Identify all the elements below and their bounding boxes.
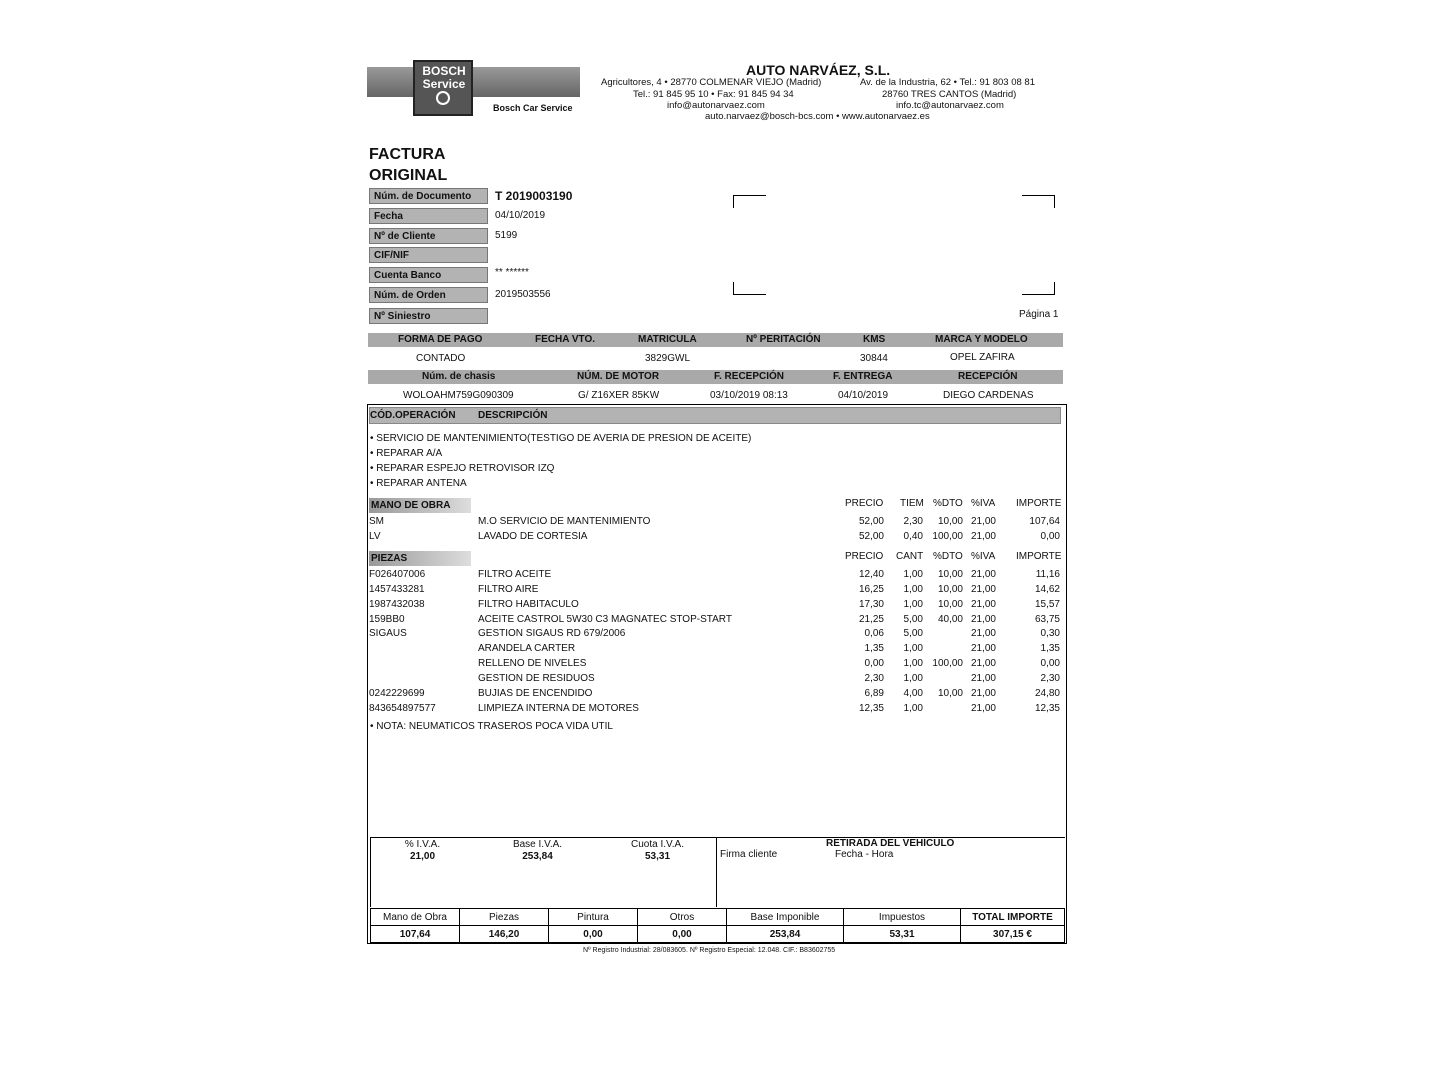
labor-col-tiem: TIEM: [900, 498, 924, 509]
parts-row-iva: 21,00: [970, 702, 996, 714]
invoice-title-1: FACTURA: [369, 146, 446, 163]
total-col-piezas: Piezas: [460, 909, 549, 926]
parts-row-desc: FILTRO ACEITE: [478, 569, 552, 580]
labor-row-dto: 10,00: [937, 516, 963, 527]
parts-row-imp: 2,30: [1040, 672, 1060, 684]
parts-row-iva: 21,00: [970, 569, 996, 580]
parts-row-iva: 21,00: [970, 598, 996, 610]
col-chasis: Núm. de chasis: [422, 371, 496, 382]
labor-row-precio: 52,00: [858, 530, 884, 542]
labor-row-desc: M.O SERVICIO DE MANTENIMIENTO: [478, 516, 651, 527]
parts-section-label: PIEZAS: [369, 551, 471, 566]
note-text: • NOTA: NEUMATICOS TRASEROS POCA VIDA UTIL: [370, 721, 613, 732]
order-number-value: 2019503556: [495, 289, 551, 300]
total-pintura-value: 0,00: [549, 926, 638, 943]
claim-number-label: Nº Siniestro: [369, 308, 488, 324]
labor-row-imp: 107,64: [1029, 516, 1060, 527]
parts-row-code: 1457433281: [369, 583, 425, 595]
parts-row-precio: 2,30: [864, 672, 884, 684]
doc-number-label: Núm. de Documento: [369, 188, 488, 204]
parts-row-desc: ARANDELA CARTER: [478, 643, 576, 655]
address-window-corner: [733, 282, 766, 295]
iva-cuota-label: Cuota I.V.A.: [631, 839, 684, 850]
parts-row-desc: GESTION SIGAUS RD 679/2006: [478, 628, 626, 640]
recepcion-fecha-value: 03/10/2019 08:13: [710, 390, 788, 401]
parts-row-iva: 21,00: [970, 687, 996, 699]
invoice-title-2: ORIGINAL: [369, 167, 448, 184]
cif-label: CIF/NIF: [369, 247, 488, 263]
total-col-total: TOTAL IMPORTE: [961, 909, 1065, 926]
parts-row-q: 5,00: [903, 613, 923, 625]
page-number: Página 1: [1019, 309, 1059, 320]
parts-row-iva: 21,00: [970, 643, 996, 655]
parts-row-q: 1,00: [903, 598, 923, 610]
iva-base-label: Base I.V.A.: [512, 839, 563, 850]
col-entrega: F. ENTREGA: [833, 371, 893, 382]
labor-row-iva: 21,00: [970, 530, 996, 542]
parts-row-desc: FILTRO HABITACULO: [478, 598, 579, 610]
bank-account-label: Cuenta Banco: [369, 267, 488, 283]
company-right-email: info.tc@autonarvaez.com: [896, 100, 1004, 111]
parts-row-q: 5,00: [903, 628, 923, 640]
total-col-impuestos: Impuestos: [844, 909, 961, 926]
parts-row-code: F026407006: [369, 569, 426, 580]
parts-row-dto: 10,00: [937, 687, 963, 699]
parts-row-iva: 21,00: [970, 672, 996, 684]
parts-row-q: 1,00: [903, 643, 923, 655]
date-label: Fecha: [369, 208, 488, 224]
col-kms: KMS: [863, 334, 886, 345]
parts-row-code: 0242229699: [369, 687, 425, 699]
labor-row-q: 2,30: [903, 516, 923, 527]
labor-col-importe: IMPORTE: [1016, 498, 1062, 509]
parts-col-iva: %IVA: [971, 551, 996, 562]
parts-row-imp: 14,62: [1034, 583, 1060, 595]
total-impuestos-value: 53,31: [844, 926, 961, 943]
parts-col-importe: IMPORTE: [1016, 551, 1062, 562]
col-marca-modelo: MARCA Y MODELO: [935, 334, 1028, 345]
parts-row-desc: RELLENO DE NIVELES: [478, 658, 587, 670]
operation-item: • REPARAR A/A: [370, 448, 443, 459]
parts-row-dto: 10,00: [937, 569, 963, 580]
parts-row-code: 1987432038: [369, 598, 425, 610]
col-fecha-vto: FECHA VTO.: [535, 334, 596, 345]
parts-row-desc: FILTRO AIRE: [478, 583, 539, 595]
labor-col-iva: %IVA: [971, 498, 996, 509]
summary-left-border: [370, 837, 371, 907]
total-importe-value: 307,15 €: [961, 926, 1065, 943]
col-motor: NÚM. DE MOTOR: [577, 371, 660, 382]
address-window-corner: [733, 195, 766, 208]
parts-row-imp: 24,80: [1034, 687, 1060, 699]
entrega-value: 04/10/2019: [838, 390, 889, 401]
parts-row-code: SIGAUS: [369, 628, 407, 640]
parts-row-desc: ACEITE CASTROL 5W30 C3 MAGNATEC STOP-START: [478, 613, 732, 625]
company-left-email: info@autonarvaez.com: [667, 100, 765, 111]
bosch-logo: [367, 60, 580, 116]
chasis-value: WOLOAHM759G090309: [403, 390, 514, 401]
total-otros-value: 0,00: [638, 926, 727, 943]
parts-row-code: 159BB0: [369, 613, 405, 625]
parts-row-desc: LIMPIEZA INTERNA DE MOTORES: [478, 702, 639, 714]
labor-row-code: SM: [369, 516, 384, 527]
parts-row-imp: 12,35: [1034, 702, 1060, 714]
total-col-mano-obra: Mano de Obra: [371, 909, 460, 926]
parts-row-dto: 100,00: [932, 658, 963, 670]
parts-row-precio: 0,06: [864, 628, 884, 640]
parts-row-q: 1,00: [903, 672, 923, 684]
parts-row-precio: 17,30: [858, 598, 884, 610]
col-recepcion-fecha: F. RECEPCIÓN: [714, 371, 785, 382]
operations-header-bar: [369, 407, 1061, 424]
parts-row-q: 1,00: [903, 658, 923, 670]
total-col-pintura: Pintura: [549, 909, 638, 926]
parts-row-iva: 21,00: [970, 628, 996, 640]
parts-col-cant: CANT: [896, 551, 924, 562]
summary-divider: [716, 837, 717, 907]
parts-row-imp: 0,00: [1040, 658, 1060, 670]
parts-row-precio: 6,89: [864, 687, 884, 699]
parts-row-iva: 21,00: [970, 658, 996, 670]
recepcion-value: DIEGO CARDENAS: [943, 390, 1034, 401]
labor-row-iva: 21,00: [970, 516, 996, 527]
parts-row-iva: 21,00: [970, 613, 996, 625]
address-window-corner: [1022, 282, 1055, 295]
parts-row-dto: 10,00: [937, 583, 963, 595]
parts-row-imp: 1,35: [1040, 643, 1060, 655]
logo-text-bosch: BOSCH: [422, 64, 466, 78]
col-descripcion: DESCRIPCIÓN: [478, 410, 548, 421]
bosch-armature-icon: [436, 91, 450, 105]
labor-col-dto: %DTO: [933, 498, 963, 509]
total-base-value: 253,84: [727, 926, 844, 943]
parts-row-q: 1,00: [903, 702, 923, 714]
bank-account-value: ** ******: [495, 267, 529, 278]
client-number-label: Nº de Cliente: [369, 228, 488, 244]
logo-text-service: Service: [422, 77, 466, 91]
operation-item: • REPARAR ESPEJO RETROVISOR IZQ: [370, 463, 555, 474]
parts-row-precio: 12,35: [858, 702, 884, 714]
parts-row-q: 1,00: [903, 569, 923, 580]
parts-row-q: 1,00: [903, 583, 923, 595]
kms-value: 30844: [860, 353, 888, 364]
labor-section-label: MANO DE OBRA: [369, 498, 471, 513]
parts-col-dto: %DTO: [933, 551, 963, 562]
company-name: AUTO NARVÁEZ, S.L.: [746, 62, 891, 78]
company-left-address: Agricultores, 4 • 28770 COLMENAR VIEJO (Madrid): [601, 77, 822, 88]
labor-col-precio: PRECIO: [845, 498, 884, 509]
parts-row-desc: GESTION DE RESIDUOS: [478, 672, 595, 684]
parts-row-precio: 0,00: [864, 658, 884, 670]
total-mano-obra-value: 107,64: [371, 926, 460, 943]
totals-table: [370, 908, 1065, 943]
marca-modelo-value: OPEL ZAFIRA: [950, 352, 1015, 363]
parts-row-precio: 16,25: [858, 583, 884, 595]
parts-row-precio: 12,40: [858, 569, 884, 580]
col-peritacion: Nº PERITACIÓN: [746, 334, 821, 345]
matricula-value: 3829GWL: [645, 353, 691, 364]
parts-row-precio: 21,25: [858, 613, 884, 625]
firma-cliente-label: Firma cliente: [720, 849, 778, 860]
operation-item: • SERVICIO DE MANTENIMIENTO(TESTIGO DE AVERIA DE PRESION DE ACEITE): [370, 433, 752, 444]
labor-row-precio: 52,00: [858, 516, 884, 527]
labor-row-desc: LAVADO DE CORTESIA: [478, 530, 588, 542]
summary-top-line: [370, 837, 1065, 838]
col-cod-operacion: CÓD.OPERACIÓN: [370, 410, 456, 421]
col-matricula: MATRICULA: [638, 334, 697, 345]
labor-row-q: 0,40: [903, 530, 923, 542]
retirada-title: RETIRADA DEL VEHÍCULO: [826, 838, 955, 849]
parts-row-iva: 21,00: [970, 583, 996, 595]
iva-pct-value: 21,00: [409, 851, 436, 862]
parts-row-q: 4,00: [903, 687, 923, 699]
iva-base-value: 253,84: [522, 851, 553, 862]
labor-row-dto: 100,00: [932, 530, 963, 542]
total-col-otros: Otros: [638, 909, 727, 926]
col-forma-pago: FORMA DE PAGO: [398, 334, 483, 345]
parts-row-imp: 0,30: [1040, 628, 1060, 640]
parts-row-precio: 1,35: [864, 643, 884, 655]
motor-value: G/ Z16XER 85KW: [578, 390, 660, 401]
operation-item: • REPARAR ANTENA: [370, 478, 467, 489]
col-recepcion: RECEPCIÓN: [958, 371, 1018, 382]
company-right-city: 28760 TRES CANTOS (Madrid): [882, 89, 1017, 100]
client-number-value: 5199: [495, 230, 518, 241]
doc-number-value: T 2019003190: [495, 189, 573, 203]
parts-col-precio: PRECIO: [845, 551, 884, 562]
company-left-phone: Tel.: 91 845 95 10 • Fax: 91 845 94 34: [633, 89, 794, 100]
order-number-label: Núm. de Orden: [369, 287, 488, 303]
labor-row-imp: 0,00: [1040, 530, 1060, 542]
address-window-corner: [1022, 195, 1055, 208]
total-piezas-value: 146,20: [460, 926, 549, 943]
iva-pct-label: % I.V.A.: [404, 839, 441, 850]
parts-row-desc: BUJIAS DE ENCENDIDO: [478, 687, 593, 699]
parts-row-dto: 10,00: [937, 598, 963, 610]
parts-row-dto: 40,00: [937, 613, 963, 625]
forma-pago-value: CONTADO: [416, 353, 466, 364]
fecha-hora-label: Fecha - Hora: [835, 849, 894, 860]
iva-cuota-value: 53,31: [644, 851, 671, 862]
parts-row-code: 843654897577: [369, 702, 436, 714]
labor-row-code: LV: [369, 530, 381, 542]
company-right-address: Av. de la Industria, 62 • Tel.: 91 803 08 81: [860, 77, 1035, 88]
footer-registry: Nº Registro Industrial: 28/083605. Nº Registro Especial: 12.048. CIF.: B83602755: [583, 947, 836, 954]
company-web: auto.narvaez@bosch-bcs.com • www.autonarvaez.es: [705, 111, 930, 122]
parts-row-imp: 11,16: [1035, 569, 1060, 580]
date-value: 04/10/2019: [495, 210, 546, 221]
parts-row-imp: 63,75: [1034, 613, 1060, 625]
parts-row-imp: 15,57: [1034, 598, 1060, 610]
logo-caption: Bosch Car Service: [493, 103, 573, 113]
total-col-base: Base Imponible: [727, 909, 844, 926]
